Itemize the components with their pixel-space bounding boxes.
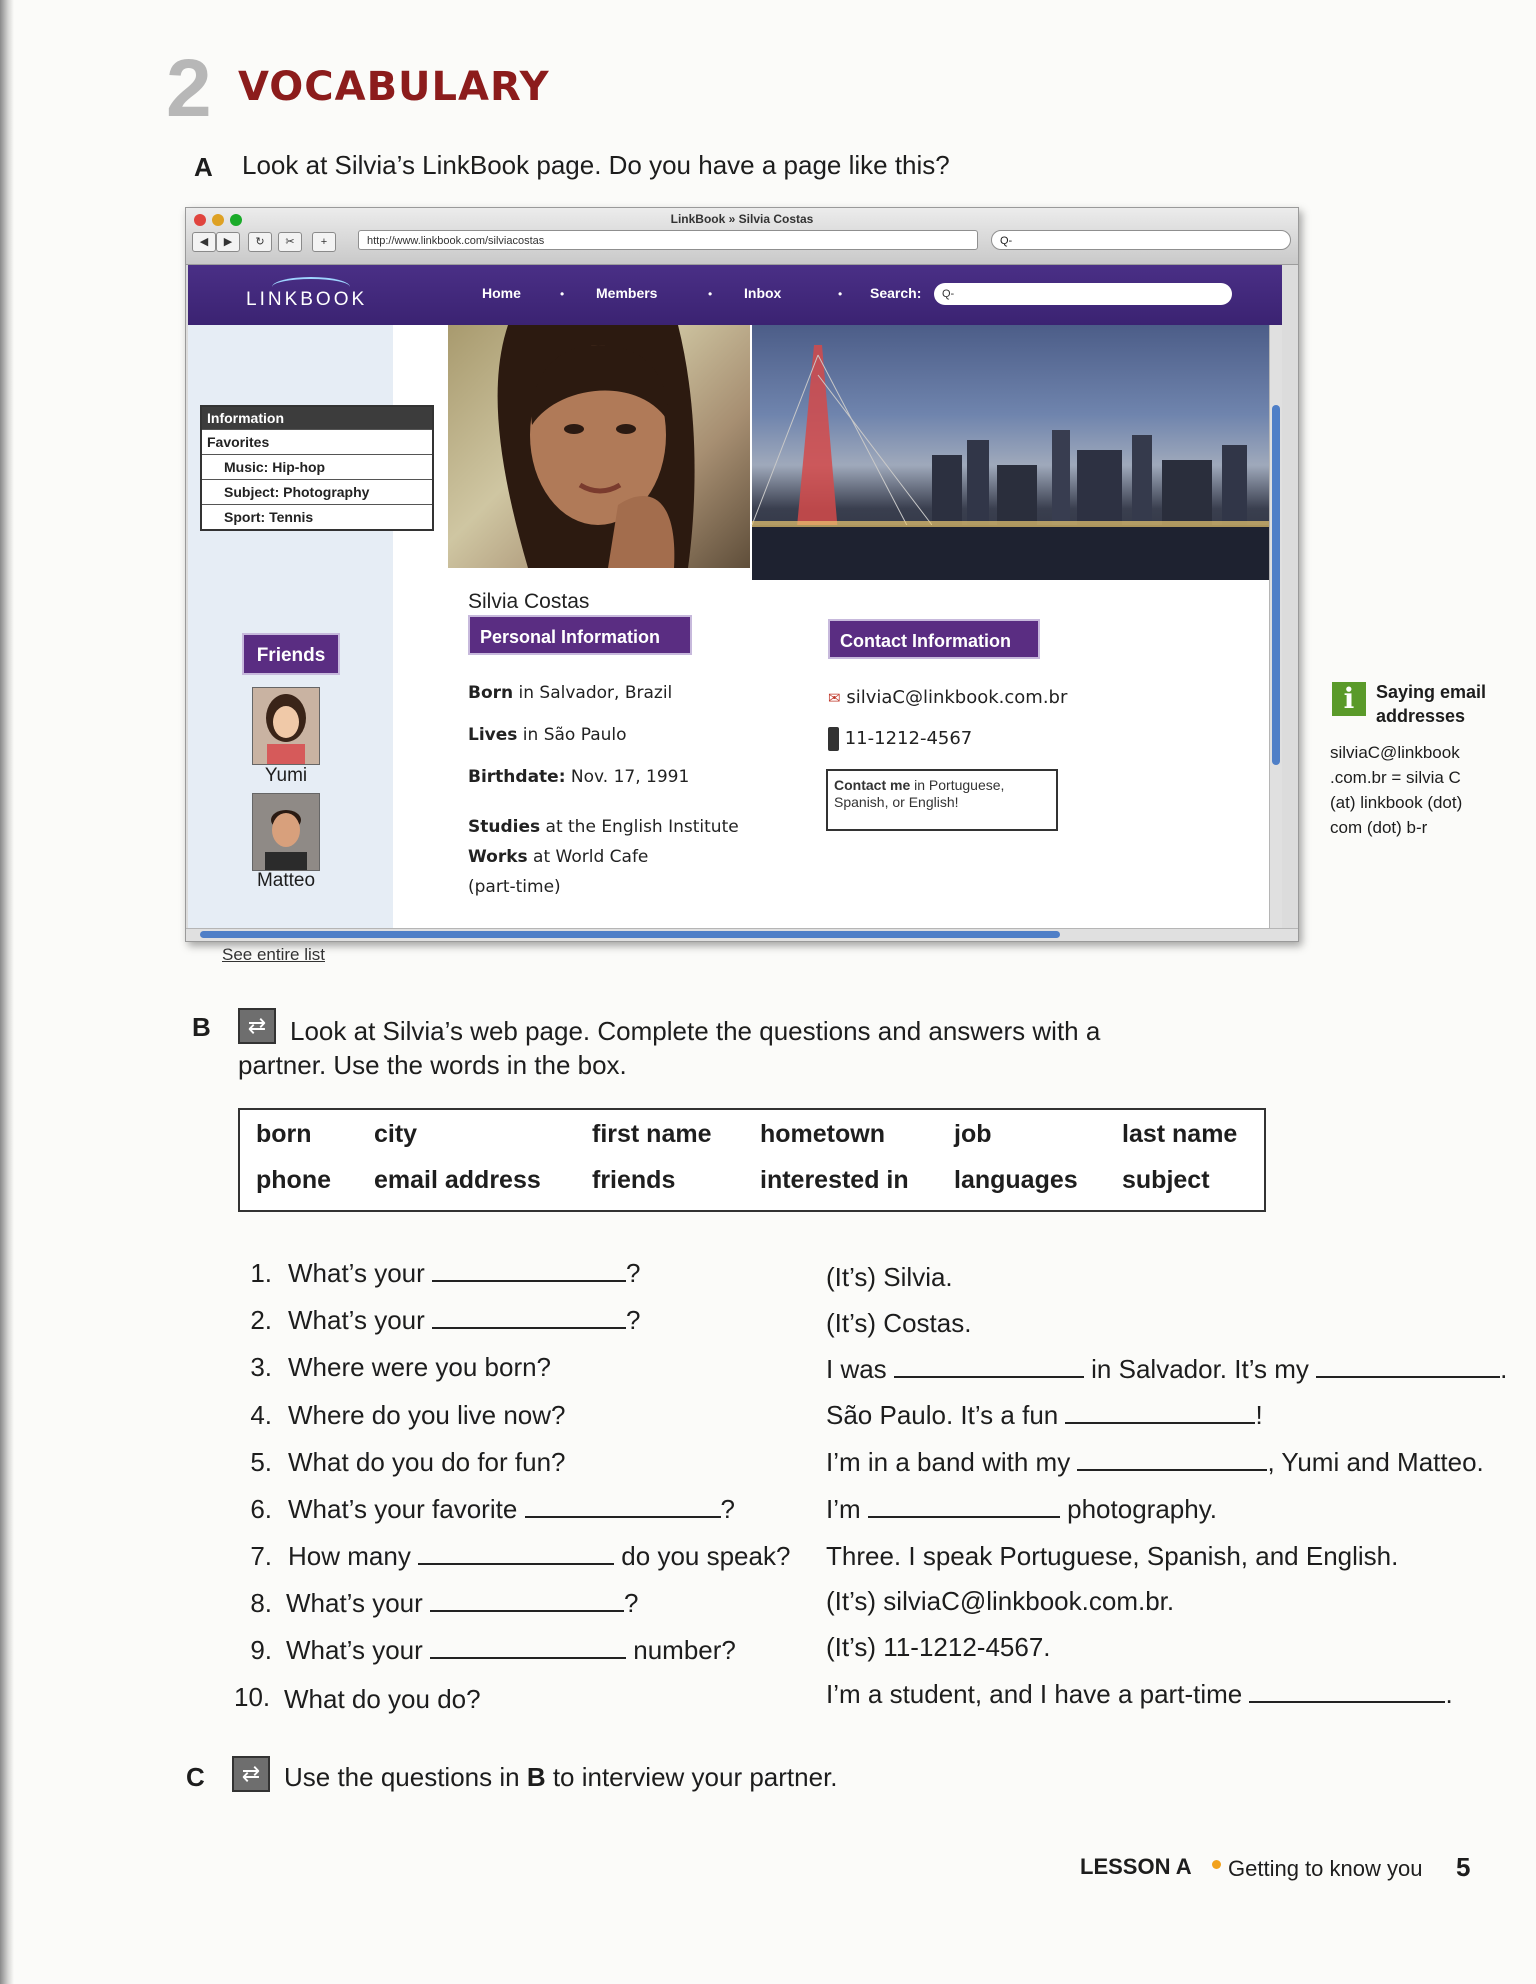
word-box — [238, 1108, 1266, 1212]
friend-name-matteo[interactable]: Matteo — [256, 870, 316, 891]
nav-separator: • — [838, 287, 843, 301]
question-text: What’s your ? — [286, 1588, 639, 1618]
pair-work-icon: ⇄ — [238, 1008, 276, 1044]
word-box-item: interested in — [760, 1166, 909, 1194]
exercise-c-letter: C — [186, 1762, 205, 1792]
question-text: What’s your favorite ? — [288, 1494, 735, 1524]
exercise-b-letter: B — [192, 1012, 211, 1042]
answer-blank[interactable] — [1316, 1356, 1500, 1378]
site-search-input[interactable]: Q- — [934, 283, 1232, 305]
footer-lesson: LESSON A — [1080, 1854, 1192, 1879]
vertical-scroll-thumb[interactable] — [1272, 405, 1280, 765]
profile-photo-image — [448, 325, 750, 568]
profile-name: Silvia Costas — [468, 590, 590, 613]
question-text: What do you do? — [284, 1684, 481, 1714]
question-number: 5. — [250, 1447, 272, 1477]
phone-icon — [828, 727, 839, 751]
horizontal-scroll-thumb[interactable] — [200, 931, 1060, 938]
information-table — [200, 405, 434, 531]
answer-text: São Paulo. It’s a fun ! — [826, 1400, 1263, 1430]
avatar-yumi-image — [253, 688, 319, 764]
linkbook-page — [188, 265, 1282, 964]
question-text: What’s your ? — [288, 1305, 641, 1335]
info-icon: i — [1332, 682, 1366, 716]
question-text: What’s your ? — [288, 1258, 641, 1288]
answer-text: (It’s) Costas. — [826, 1308, 972, 1338]
question-text: What do you do for fun? — [288, 1447, 566, 1477]
word-box-item: city — [374, 1120, 418, 1148]
personal-information-header: Personal Information — [468, 615, 692, 655]
info-row: Sport: Tennis — [202, 504, 432, 529]
word-box-item: phone — [256, 1166, 331, 1194]
answer-text: I’m photography. — [826, 1494, 1217, 1524]
word-box-item: first name — [592, 1120, 712, 1148]
answer-text: I’m a student, and I have a part-time . — [826, 1679, 1453, 1709]
site-logo[interactable]: LINKBOOK — [246, 289, 368, 310]
personal-works: Works at World Cafe — [468, 847, 649, 867]
answer-text: Three. I speak Portuguese, Spanish, and English. — [826, 1541, 1399, 1571]
information-header: Information — [202, 407, 432, 429]
exercise-b-instruction-line1: Look at Silvia’s web page. Complete the questions and answers with a — [290, 1016, 1101, 1046]
word-box-item: email address — [374, 1166, 541, 1194]
nav-separator: • — [708, 287, 713, 301]
address-bar[interactable]: http://www.linkbook.com/silviacostas — [358, 230, 978, 250]
contact-phone[interactable]: 11-1212-4567 — [828, 727, 972, 751]
site-search-label: Search: — [870, 285, 922, 301]
answer-text: (It’s) 11-1212-4567. — [826, 1632, 1051, 1662]
question-number: 2. — [250, 1305, 272, 1335]
browser-titlebar — [186, 208, 1298, 265]
exercise-c-instruction: Use the questions in B to interview your partner. — [284, 1762, 838, 1792]
forward-arrow-icon[interactable]: ▶ — [216, 232, 240, 252]
profile-photo — [448, 325, 750, 568]
back-arrow-icon[interactable]: ◀ — [192, 232, 216, 252]
nav-home[interactable]: Home — [482, 285, 521, 301]
see-entire-list-link[interactable]: See entire list — [222, 945, 325, 964]
question-text: Where were you born? — [288, 1352, 552, 1382]
question-number: 10. — [234, 1682, 271, 1712]
word-box-item: hometown — [760, 1120, 885, 1148]
friend-name-yumi[interactable]: Yumi — [264, 765, 308, 786]
question-number: 7. — [250, 1541, 272, 1571]
answer-blank[interactable] — [432, 1260, 626, 1282]
page-number: 5 — [1456, 1852, 1471, 1882]
personal-birthdate: Birthdate: Nov. 17, 1991 — [468, 767, 690, 787]
bookmark-icon[interactable]: ✂ — [278, 232, 302, 252]
question-number: 8. — [250, 1588, 272, 1618]
horizontal-scrollbar[interactable] — [186, 928, 1298, 941]
question-number: 4. — [250, 1400, 272, 1430]
info-row: Favorites — [202, 429, 432, 454]
question-number: 1. — [250, 1258, 272, 1288]
add-tab-icon[interactable]: + — [312, 232, 336, 252]
section-number: 2 — [166, 43, 212, 134]
answer-blank[interactable] — [430, 1590, 624, 1612]
email-icon: ✉ — [828, 689, 841, 707]
footer-bullet-icon — [1212, 1860, 1221, 1869]
exercise-b-instruction-line2: partner. Use the words in the box. — [238, 1050, 627, 1080]
question-number: 6. — [250, 1494, 272, 1524]
answer-text: I was in Salvador. It’s my . — [826, 1354, 1508, 1384]
avatar-yumi[interactable] — [252, 687, 320, 765]
question-text: What’s your number? — [286, 1635, 736, 1665]
avatar-matteo-image — [253, 794, 319, 870]
answer-blank[interactable] — [525, 1496, 721, 1518]
personal-born: Born in Salvador, Brazil — [468, 683, 673, 703]
browser-search-input[interactable]: Q- — [991, 230, 1291, 250]
reload-icon[interactable]: ↻ — [248, 232, 272, 252]
word-box-item: languages — [954, 1166, 1078, 1194]
answer-text: (It’s) Silvia. — [826, 1262, 953, 1292]
tip-text: silviaC@linkbook .com.br = silvia C (at) linkbook (dot) com (dot) b-r — [1330, 743, 1463, 837]
contact-note: Contact me in Portuguese, Spanish, or English! — [826, 769, 1058, 831]
browser-window-title: LinkBook » Silvia Costas — [670, 212, 814, 226]
profile-sidebar — [188, 325, 393, 964]
answer-text: (It’s) silviaC@linkbook.com.br. — [826, 1586, 1175, 1616]
answer-blank[interactable] — [1249, 1681, 1445, 1703]
word-box-item: last name — [1122, 1120, 1238, 1148]
pair-work-icon: ⇄ — [232, 1756, 270, 1792]
word-box-item: subject — [1122, 1166, 1210, 1194]
vertical-scrollbar[interactable] — [1269, 325, 1282, 929]
word-box-item: born — [256, 1120, 312, 1148]
tip-title: Saying email addresses — [1376, 682, 1487, 726]
nav-separator: • — [560, 287, 565, 301]
personal-studies: Studies at the English Institute — [468, 817, 739, 837]
info-row: Music: Hip-hop — [202, 454, 432, 479]
question-number: 3. — [250, 1352, 272, 1382]
question-text: Where do you live now? — [288, 1400, 566, 1430]
section-title: VOCABULARY — [238, 64, 550, 110]
browser-window — [185, 207, 1299, 964]
site-navbar — [188, 265, 1282, 325]
answer-blank[interactable] — [1077, 1449, 1267, 1471]
city-photo-image — [752, 325, 1282, 580]
answer-blank[interactable] — [430, 1637, 626, 1659]
personal-lives: Lives in São Paulo — [468, 725, 627, 745]
answer-blank[interactable] — [432, 1307, 626, 1329]
exercise-a-instruction: Look at Silvia’s LinkBook page. Do you have a page like this? — [242, 150, 950, 180]
nav-inbox[interactable]: Inbox — [744, 285, 782, 301]
friends-button[interactable]: Friends — [242, 633, 340, 675]
answer-text: I’m in a band with my , Yumi and Matteo. — [826, 1447, 1484, 1477]
page-binding-edge — [0, 0, 14, 1984]
answer-blank[interactable] — [418, 1543, 614, 1565]
contact-email[interactable]: ✉ silviaC@linkbook.com.br — [828, 687, 1068, 708]
answer-blank[interactable] — [868, 1496, 1060, 1518]
word-box-item: job — [954, 1120, 992, 1148]
city-photo — [752, 325, 1282, 580]
question-number: 9. — [250, 1635, 272, 1665]
nav-members[interactable]: Members — [596, 285, 658, 301]
info-row: Subject: Photography — [202, 479, 432, 504]
personal-part-time: (part-time) — [468, 877, 561, 897]
word-box-item: friends — [592, 1166, 676, 1194]
avatar-matteo[interactable] — [252, 793, 320, 871]
answer-blank[interactable] — [1065, 1402, 1255, 1424]
contact-information-header: Contact Information — [828, 619, 1040, 659]
answer-blank[interactable] — [894, 1356, 1084, 1378]
question-text: How many do you speak? — [288, 1541, 791, 1571]
footer-lesson-title: Getting to know you — [1228, 1856, 1423, 1881]
exercise-a-letter: A — [194, 152, 213, 182]
